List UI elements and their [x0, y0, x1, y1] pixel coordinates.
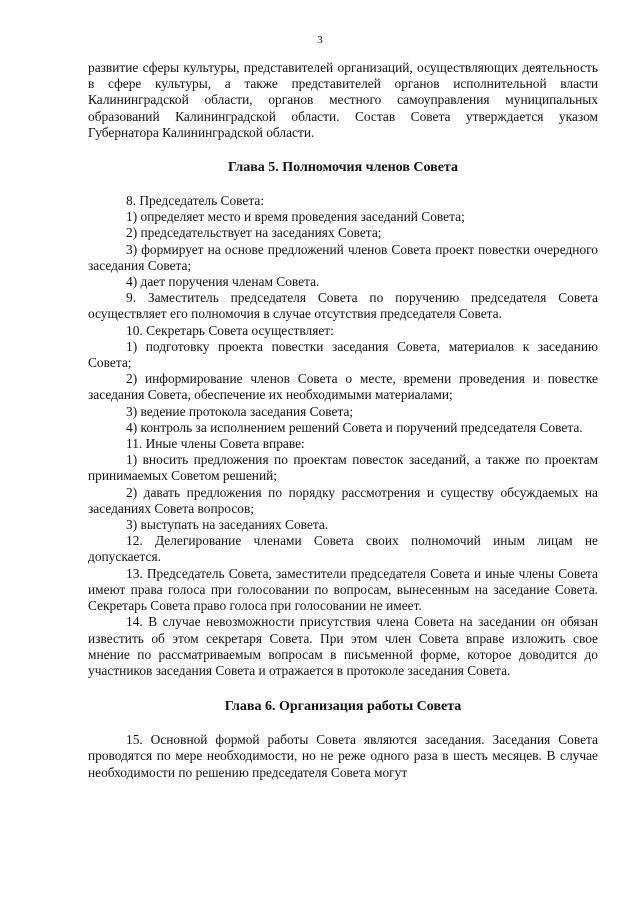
- paragraph: 2) давать предложения по порядку рассмотрения и существу обсуждаемых на заседаниях Совета вопросов;: [88, 484, 598, 516]
- chapter-6-section: [88, 732, 598, 781]
- paragraph: 1) вносить предложения по проектам повесток заседаний, а также по проектам принимаемых Советом решений;: [88, 452, 598, 484]
- paragraph: 4) контроль за исполнением решений Совета и поручений председателя Совета.: [126, 419, 583, 435]
- paragraph: 3) формирует на основе предложений членов Совета проект повестки очередного заседания Совета;: [88, 241, 598, 273]
- paragraph: 3) ведение протокола заседания Совета;: [126, 403, 354, 419]
- chapter-6-heading: Глава 6. Организация работы Совета: [224, 699, 462, 715]
- page-number: 3: [317, 34, 323, 46]
- paragraph: 1) определяет место и время проведения заседаний Совета;: [126, 209, 465, 225]
- paragraph: 12. Делегирование членами Совета своих полномочий иным лицам не допускается.: [88, 533, 598, 565]
- chapter-5-section: [88, 193, 598, 679]
- paragraph: 3) выступать на заседаниях Совета.: [126, 517, 329, 533]
- paragraph: 13. Председатель Совета, заместители председателя Совета и иные члены Совета имеют права голоса при голосовании по вопросам, вынесенным на заседание Совета. Секретарь Совета право голоса при голосовании не имеет.: [88, 565, 598, 614]
- document-body: [88, 60, 598, 781]
- paragraph: 15. Основной формой работы Совета являются заседания. Заседания Совета проводятся по мере необходимости, но не реже одного раза в шесть месяцев. В случае необходимости по решению председателя Совета могут: [88, 732, 598, 780]
- paragraph: 1) подготовку проекта повестки заседания Совета, материалов к заседанию Совета;: [88, 338, 598, 371]
- paragraph: 14. В случае невозможности присутствия члена Совета на заседании он обязан известить об этом секретаря Совета. При этом член Совета вправе изложить свое мнение по рассматриваемым вопросам в письменной форме, которое доводится до участников заседания Совета и отражается в протоколе заседания Совета.: [88, 614, 598, 678]
- paragraph: 10. Секретарь Совета осуществляет:: [126, 322, 334, 338]
- paragraph: 2) председательствует на заседаниях Совета;: [126, 225, 382, 241]
- paragraph: 2) информирование членов Совета о месте, времени проведения и повестке заседания Совета, обеспечение их необходимыми материалами;: [88, 371, 598, 403]
- paragraph: 11. Иные члены Совета вправе:: [126, 436, 305, 452]
- chapter-5-heading: Глава 5. Полномочия членов Совета: [228, 160, 458, 176]
- paragraph: 9. Заместитель председателя Совета по поручению председателя Совета осуществляет его полномочия в случае отсутствия председателя Совета.: [88, 290, 598, 322]
- paragraph: 8. Председатель Совета:: [126, 193, 265, 209]
- intro-paragraph: развитие сферы культуры, представителей организаций, осуществляющих деятельность в сфере культуры, а также представителей органов исполнительной власти Калининградской области, органов местного самоуправления муниципальных образований Калининградской области. Состав Совета утверждается указом Губернатора Калининградской области.: [88, 60, 598, 140]
- paragraph: 4) дает поручения членам Совета.: [126, 274, 320, 290]
